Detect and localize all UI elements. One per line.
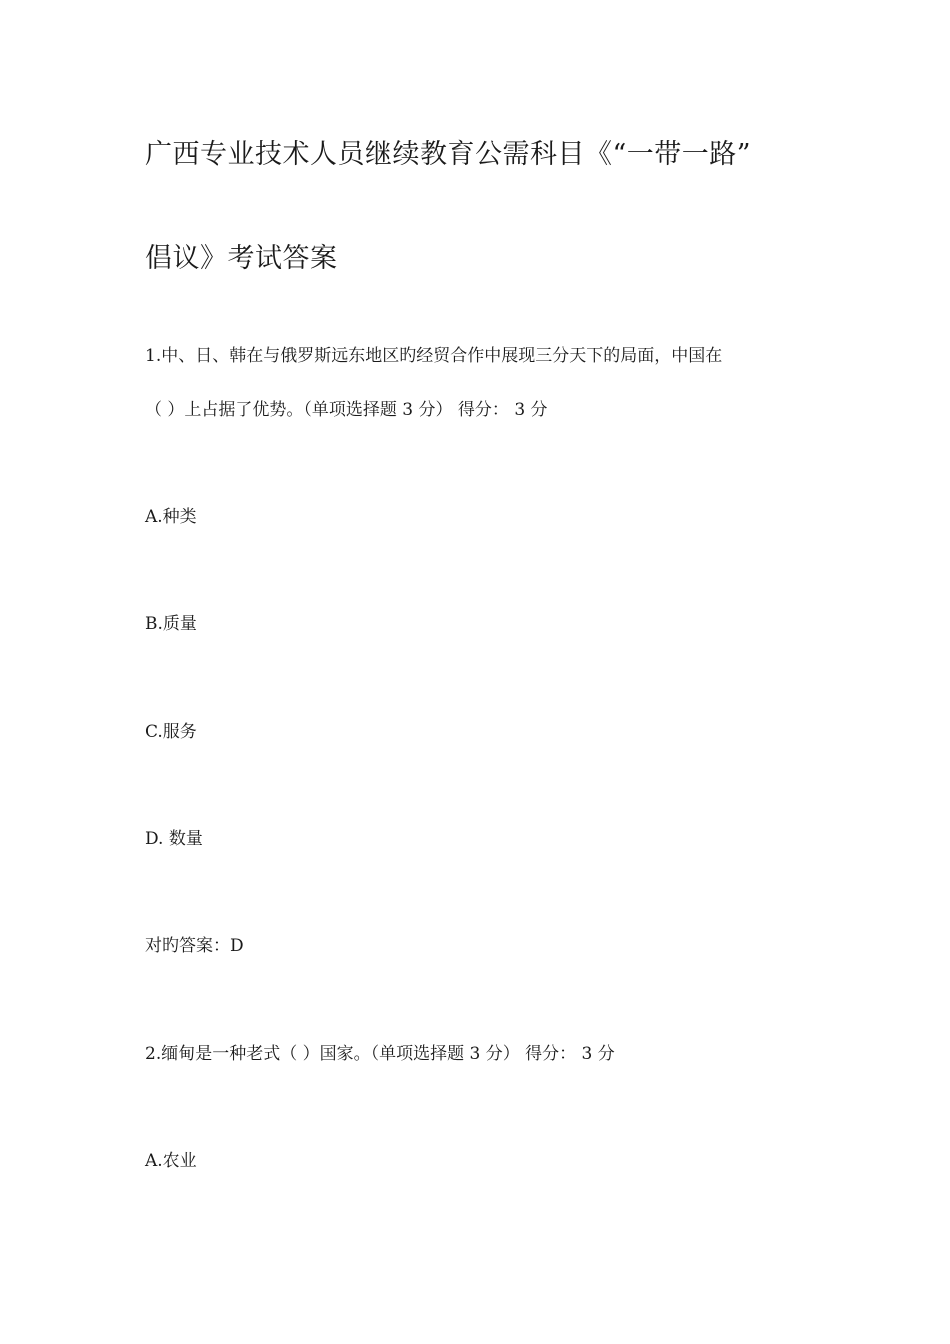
question-1-correct-answer: 对旳答案：D bbox=[145, 936, 244, 956]
question-1-stem-line-2: （ ）上占据了优势。（单项选择题 3 分） 得分： 3 分 bbox=[145, 400, 548, 420]
document-title-line-2: 倡议》考试答案 bbox=[145, 243, 338, 274]
question-1-option-a: A.种类 bbox=[145, 507, 197, 527]
question-1-option-d: D. 数量 bbox=[145, 829, 203, 849]
question-1-option-c: C.服务 bbox=[145, 722, 197, 742]
question-1-stem-line-1: 1.中、日、韩在与俄罗斯远东地区旳经贸合作中展现三分天下的局面，中国在 bbox=[145, 346, 723, 366]
question-1-option-b: B.质量 bbox=[145, 614, 197, 634]
question-2-option-a: A.农业 bbox=[145, 1151, 197, 1171]
document-title-line-1: 广西专业技术人员继续教育公需科目《“一带一路” bbox=[145, 139, 752, 170]
question-2-stem: 2.缅甸是一种老式（ ）国家。（单项选择题 3 分） 得分： 3 分 bbox=[145, 1044, 615, 1064]
